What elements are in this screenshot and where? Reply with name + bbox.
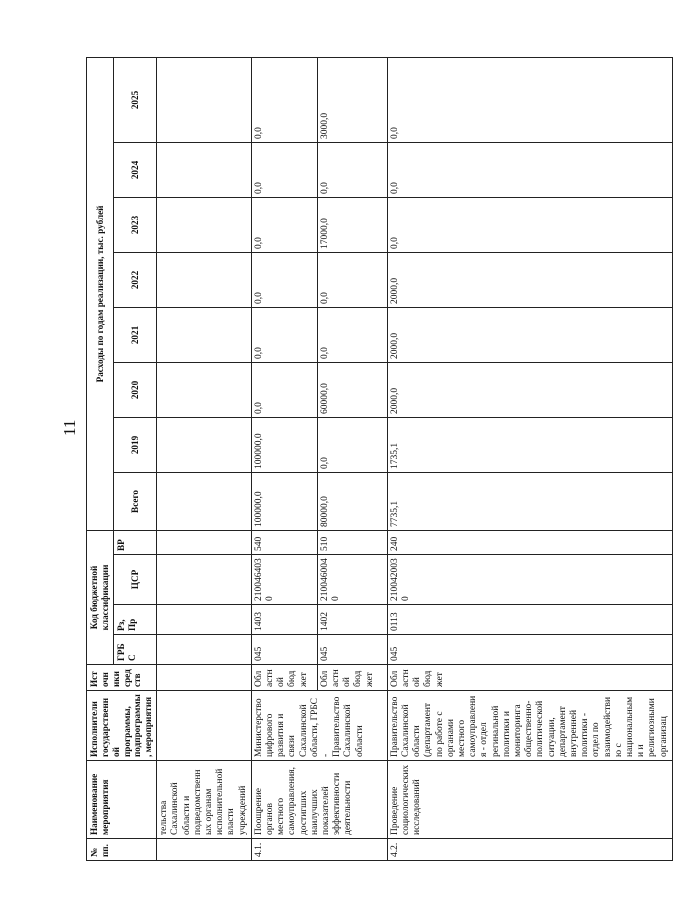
cell-year-value: 100000,0 [251, 417, 317, 472]
header-year: 2021 [114, 307, 157, 362]
cell-grbs [157, 635, 252, 665]
cell-year-value: 0,0 [251, 362, 317, 417]
cell-name: Проведение социологических исследований [387, 761, 672, 839]
cell-num: 4.1. [251, 839, 387, 861]
cell-year-value: 0,0 [387, 197, 672, 252]
header-year: 2022 [114, 252, 157, 307]
cell-year-value: 17000,0 [317, 197, 387, 252]
cell-year-value [157, 362, 252, 417]
header-year: 2025 [114, 57, 157, 142]
cell-year-value: 2000,0 [387, 252, 672, 307]
cell-num: 4.2. [387, 839, 672, 861]
cell-vr: 510 [317, 530, 387, 554]
rotated-table-sheet [86, 58, 669, 861]
header-budget-code-group: Код бюджетной классификации [87, 530, 114, 664]
cell-total [157, 472, 252, 530]
cell-year-value: 0,0 [251, 142, 317, 197]
cell-num [157, 839, 252, 861]
header-rzpr: Рз, Пр [114, 605, 157, 635]
cell-vr: 240 [387, 530, 672, 554]
cell-rzpr: 1402 [317, 605, 387, 635]
cell-name: Поощрение органов местного самоуправления, достигших наилучших показателей эффективности деятельности [251, 761, 387, 839]
cell-total: 7735,1 [387, 472, 672, 530]
cell-year-value: 2000,0 [387, 362, 672, 417]
cell-source [157, 665, 252, 691]
cell-csr: 2100420030 [387, 555, 672, 605]
cell-year-value [157, 197, 252, 252]
cell-year-value: 3000,0 [317, 57, 387, 142]
cell-executor: Министерство цифрового развития и связи Сахалинской области, ГРБС - Правительство Сахалинской области [251, 691, 387, 761]
cell-csr: 2100460040 [317, 555, 387, 605]
cell-year-value: 0,0 [317, 417, 387, 472]
cell-year-value [157, 57, 252, 142]
cell-year-value: 0,0 [251, 57, 317, 142]
cell-year-value: 1735,1 [387, 417, 672, 472]
table-row [157, 57, 252, 860]
cell-source: Областной бюджет [251, 665, 317, 691]
table-row [251, 57, 317, 860]
cell-year-value: 0,0 [317, 142, 387, 197]
page-number: 11 [60, 419, 79, 436]
cell-year-value: 2000,0 [387, 307, 672, 362]
cell-year-value [157, 417, 252, 472]
header-total: Всего [114, 472, 157, 530]
cell-rzpr: 1403 [251, 605, 317, 635]
cell-year-value: 0,0 [251, 197, 317, 252]
cell-vr [157, 530, 252, 554]
cell-year-value: 60000,0 [317, 362, 387, 417]
header-expenses-group: Расходы по годам реализации, тыс. рублей [87, 57, 114, 530]
header-source: Источники средств [87, 665, 157, 691]
cell-total: 100000,0 [251, 472, 317, 530]
cell-csr [157, 555, 252, 605]
cell-year-value [157, 252, 252, 307]
header-vr: ВР [114, 530, 157, 554]
cell-executor [157, 691, 252, 761]
cell-year-value: 0,0 [317, 307, 387, 362]
cell-grbs: 045 [317, 635, 387, 665]
cell-year-value: 0,0 [317, 252, 387, 307]
cell-grbs: 045 [387, 635, 672, 665]
cell-rzpr [157, 605, 252, 635]
cell-year-value [157, 307, 252, 362]
cell-total: 80000,0 [317, 472, 387, 530]
cell-executor: Правительство Сахалинской области (департамент по работе с органами местного самоуправления - отдел регинальной политики и мониторинга общественно-политической ситуации, департамент внутренней политики - отдел по взаимодействию с национальными и религиозными организац [387, 691, 672, 761]
cell-grbs: 045 [251, 635, 317, 665]
header-year: 2023 [114, 197, 157, 252]
cell-year-value: 0,0 [387, 142, 672, 197]
header-year: 2019 [114, 417, 157, 472]
cell-vr: 540 [251, 530, 317, 554]
header-num: № пп. [87, 839, 157, 861]
cell-year-value [157, 142, 252, 197]
header-csr: ЦСР [114, 555, 157, 605]
cell-year-value: 0,0 [387, 57, 672, 142]
header-name: Наименование мероприятия [87, 761, 157, 839]
header-grbs: ГРБС [114, 635, 157, 665]
cell-csr: 2100464030 [251, 555, 317, 605]
header-year: 2020 [114, 362, 157, 417]
cell-source: Областной бюджет [317, 665, 387, 691]
cell-rzpr: 0113 [387, 605, 672, 635]
cell-source: Областной бюджет [387, 665, 672, 691]
cell-year-value: 0,0 [251, 252, 317, 307]
budget-table [86, 57, 673, 861]
header-executor: Исполнители государственной программы, подпрограммы, мероприятия [87, 691, 157, 761]
cell-name: тельства Сахалинской области и подведомственных органам исполнительной власти учреждений [157, 761, 252, 839]
cell-year-value: 0,0 [251, 307, 317, 362]
header-year: 2024 [114, 142, 157, 197]
table-row [387, 57, 672, 860]
